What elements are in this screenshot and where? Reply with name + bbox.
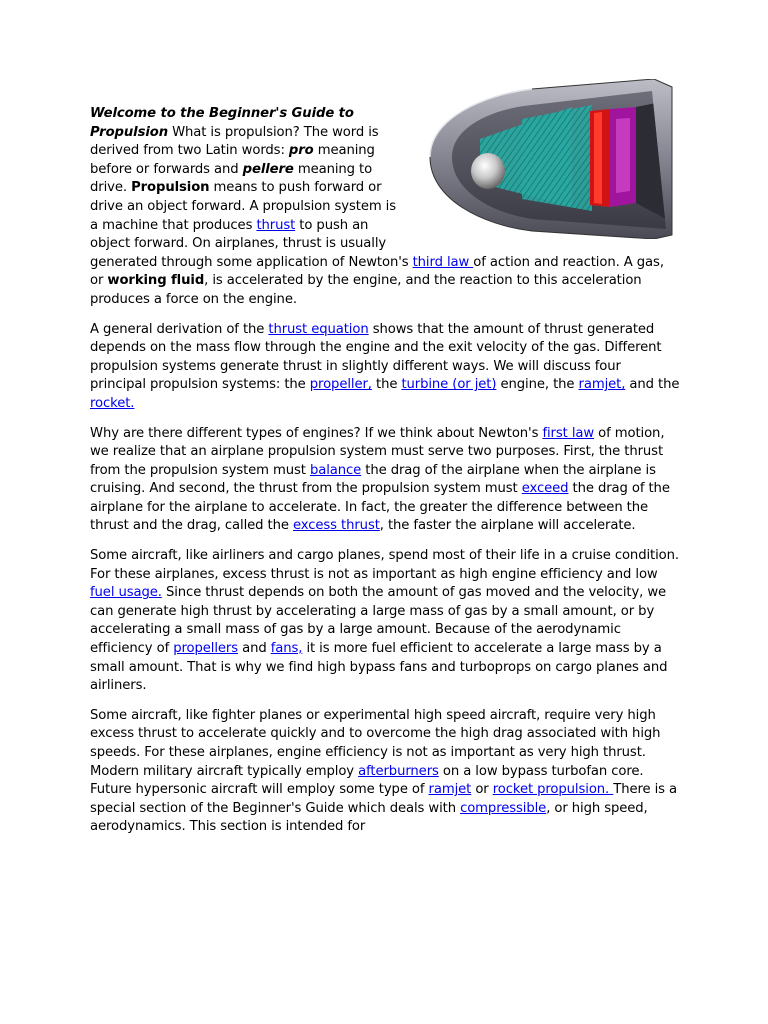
text: means to push forward or drive an object forward. A propulsion system is a machine that produces bbox=[90, 180, 397, 233]
text: the bbox=[371, 377, 402, 393]
guide-title: Welcome to the Beginner's Guide to Propulsion bbox=[90, 106, 354, 140]
text: and the bbox=[625, 377, 680, 393]
text: Why are there different types of engines? If we think about Newton's bbox=[90, 425, 543, 441]
emphasis-pellere: pellere bbox=[242, 161, 294, 177]
link-excess-thrust[interactable]: excess thrust bbox=[292, 518, 380, 534]
text: to push an object forward. On airplanes, thrust is usually generated through some application of Newton's bbox=[90, 217, 413, 270]
link-ramjet[interactable]: ramjet, bbox=[578, 377, 626, 393]
text: it is more fuel efficient to accelerate a large mass by a small amount. That is why we find high bypass fans and turboprops on cargo planes and airliners. bbox=[90, 641, 668, 694]
text: engine, the bbox=[496, 377, 579, 393]
emphasis-pro: pro bbox=[288, 143, 314, 159]
link-fuel-usage[interactable]: fuel usage. bbox=[90, 585, 162, 601]
text: , the faster the airplane will accelerate. bbox=[379, 518, 636, 534]
text: , or high speed, aerodynamics. This section is intended for bbox=[90, 800, 648, 835]
text: Some aircraft, like fighter planes or experimental high speed aircraft, require very high excess thrust to accelerate quickly and to overcome the high drag associated with high speeds. For these airplanes, engine efficiency is not as important as very high thrust. Modern military aircraft typically employ bbox=[90, 707, 661, 779]
paragraph-thrust-equation bbox=[90, 321, 680, 414]
link-rocket[interactable]: rocket. bbox=[90, 395, 135, 411]
link-first-law[interactable]: first law bbox=[542, 425, 595, 441]
jet-engine-cutaway-image bbox=[422, 79, 682, 239]
emphasis-propulsion: Propulsion bbox=[131, 180, 210, 196]
text: A general derivation of the bbox=[90, 321, 269, 337]
text: the drag of the airplane for the airplane to accelerate. In fact, the greater the difference between the thrust and the drag, called the bbox=[90, 481, 670, 534]
paragraph-cruise bbox=[90, 547, 680, 696]
link-afterburners[interactable]: afterburners bbox=[358, 763, 439, 779]
link-fans[interactable]: fans, bbox=[270, 641, 303, 657]
text: and bbox=[238, 641, 271, 657]
text: There is a special section of the Beginner's Guide which deals with bbox=[90, 782, 678, 816]
text: of motion, we realize that an airplane propulsion system must serve two purposes. First, the thrust from the propulsion system must bbox=[90, 425, 665, 478]
link-turbine[interactable]: turbine (or jet) bbox=[401, 377, 497, 393]
link-third-law[interactable]: third law bbox=[412, 254, 474, 270]
link-rocket-propulsion[interactable]: rocket propulsion. bbox=[492, 782, 614, 798]
text: Since thrust depends on both the amount of gas moved and the velocity, we can generate high thrust by accelerating a large mass of gas by a small amount, or by accelerating a small mass of gas by a large amount. Because of the aerodynamic efficiency of bbox=[90, 585, 667, 657]
link-propellers[interactable]: propellers bbox=[173, 641, 238, 657]
link-thrust-equation[interactable]: thrust equation bbox=[268, 321, 369, 337]
link-thrust[interactable]: thrust bbox=[256, 217, 296, 233]
text: meaning before or forwards and bbox=[90, 143, 375, 177]
text: the drag of the airplane when the airplane is cruising. And second, the thrust from the propulsion system must bbox=[90, 462, 656, 497]
text: Some aircraft, like airliners and cargo planes, spend most of their life in a cruise condition. For these airplanes, excess thrust is not as important as high engine efficiency and low bbox=[90, 548, 679, 582]
paragraph-engine-types bbox=[90, 425, 680, 537]
link-exceed[interactable]: exceed bbox=[521, 481, 569, 497]
emphasis-working-fluid: working fluid bbox=[107, 273, 205, 289]
text: on a low bypass turbofan core. Future hypersonic aircraft will employ some type of bbox=[90, 763, 644, 798]
link-compressible[interactable]: compressible bbox=[460, 800, 547, 816]
text: What is propulsion? The word is derived from two Latin words: bbox=[90, 124, 379, 159]
article-body bbox=[90, 105, 680, 848]
link-ramjet[interactable]: ramjet bbox=[428, 782, 472, 798]
link-balance[interactable]: balance bbox=[309, 462, 362, 478]
text: meaning to drive. bbox=[90, 161, 373, 196]
text: , is accelerated by the engine, and the reaction to this acceleration produces a force on the engine. bbox=[90, 273, 642, 307]
text: or bbox=[471, 782, 493, 798]
link-propeller[interactable]: propeller, bbox=[309, 377, 372, 393]
paragraph-high-speed bbox=[90, 707, 680, 837]
text: of action and reaction. A gas, or bbox=[90, 254, 664, 289]
text: shows that the amount of thrust generated depends on the mass flow through the engine and the exit velocity of the gas. Different propulsion systems generate thrust in slightly different ways. We will discuss four principal propulsion systems: the bbox=[90, 321, 662, 393]
